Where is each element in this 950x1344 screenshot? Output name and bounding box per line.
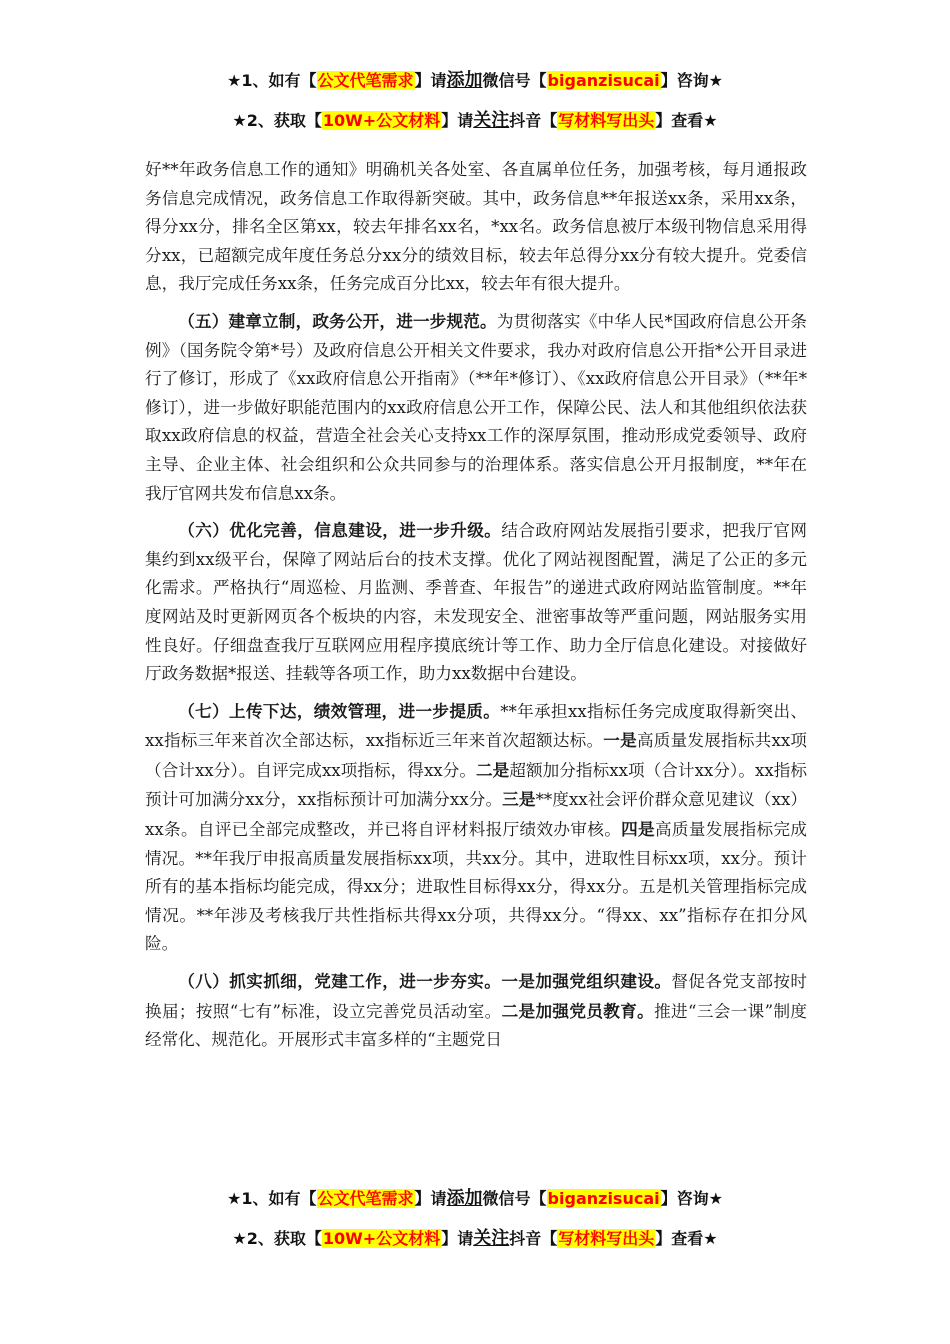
banner-text: 抖音【 — [509, 1229, 558, 1248]
underlined-text: 添加 — [446, 70, 483, 91]
section-body: 推进“三会一课”制度经常化、规范化。开展形式丰富多样的“主题党日 — [145, 1001, 807, 1050]
list-marker: 三是 — [502, 789, 536, 810]
banner-text: 抖音【 — [509, 111, 558, 130]
banner-text: 】请 — [414, 1189, 447, 1208]
list-marker: 一是 — [603, 730, 637, 751]
document-body — [145, 156, 807, 1063]
list-marker: 二是 — [476, 759, 510, 780]
douyin-account: 写材料写出头 — [558, 111, 655, 130]
section-body: **年承担xx指标任务完成度取得新突出、xx指标三年来首次全部达标，xx指标近三年来首次超额达标。 — [145, 701, 808, 751]
highlight-text: 公文代笔需求 — [317, 71, 414, 90]
banner-text: ★1、如有【 — [227, 1189, 317, 1208]
section-heading: （八）抓实抓细，党建工作，进一步夯实。 — [178, 971, 502, 992]
header-banner-1 — [0, 68, 950, 94]
banner-text: 】查看★ — [655, 1229, 718, 1248]
banner-text: ★2、获取【 — [232, 111, 322, 130]
douyin-account: 写材料写出头 — [558, 1229, 655, 1248]
header-banner-2 — [0, 108, 950, 134]
underlined-text: 关注 — [473, 110, 510, 131]
list-marker: 一是加强党组织建设。 — [501, 971, 672, 992]
banner-text: ★1、如有【 — [227, 71, 317, 90]
paragraph-continuation: 好**年政务信息工作的通知》明确机关各处室、各直属单位任务，加强考核，每月通报政务信息完成情况，政务信息工作取得新突破。其中，政务信息**年报送xx条，采用xx条，得分xx分，排名全区第xx，较去年排名xx名，*xx名。政务信息被厅本级刊物信息采用得分xx，已超额完成年度任务总分xx分的绩效目标，较去年总得分xx分有较大提升。党委信息，我厅完成任务xx条，任务完成百分比xx，较去年有很大提升。 — [145, 160, 807, 294]
section-body: 高质量发展指标共xx项（合计xx分）。自评完成xx项指标，得xx分。 — [145, 731, 808, 780]
banner-text: 】咨询★ — [660, 1189, 723, 1208]
section-body: 为贯彻落实《中华人民*国政府信息公开条例》（国务院令第*号）及政府信息公开相关文件要求，我办对政府信息公开指*公开目录进行了修订，形成了《xx政府信息公开指南》（**年*修订）、《xx政府信息公开目录》（**年*修订），进一步做好职能范围内的xx政府信息公开工作，保障公民、法人和其他组织依法获取xx政府信息的权益，营造全社会关心支持xx工作的深厚氛围，推动形成党委领导、政府主导、企业主体、社会组织和公众共同参与的治理体系。落实信息公开月报制度，**年在我厅官网共发布信息xx条。 — [145, 311, 808, 503]
paragraph-section-8 — [145, 967, 807, 1055]
banner-text: 】咨询★ — [660, 71, 723, 90]
paragraph-section-6 — [145, 516, 807, 689]
paragraph-section-5 — [145, 307, 807, 508]
section-heading: （六）优化完善，信息建设，进一步升级。 — [178, 520, 502, 541]
section-body: 督促各党支部按时换届；按照“七有”标准，设立完善党员活动室。 — [145, 972, 808, 1021]
footer-banner-1 — [0, 1186, 950, 1212]
section-body: 高质量发展指标完成情况。**年我厅申报高质量发展指标xx项，共xx分。其中，进取性目标xx项，xx分。预计所有的基本指标均能完成，得xx分；进取性目标得xx分，得xx分。五是机关管理指标完成情况。**年涉及考核我厅共性指标共得xx分项，共得xx分。“得xx、xx”指标存在扣分风险。 — [145, 820, 808, 954]
banner-text: 微信号【 — [482, 1189, 547, 1208]
section-heading: （七）上传下达，绩效管理，进一步提质。 — [178, 700, 501, 721]
banner-text: ★2、获取【 — [232, 1229, 322, 1248]
banner-text: 微信号【 — [482, 71, 547, 90]
wechat-id: biganzisucai — [547, 71, 660, 90]
banner-text: 】请 — [441, 111, 474, 130]
section-body: 超额加分指标xx项（合计xx分）。xx指标预计可加满分xx分，xx指标预计可加满分xx分。 — [145, 760, 807, 810]
banner-text: 】请 — [414, 71, 447, 90]
underlined-text: 添加 — [446, 1188, 483, 1209]
highlight-text: 10W+公文材料 — [322, 1229, 441, 1248]
footer-banner-2 — [0, 1226, 950, 1252]
list-marker: 二是加强党员教育。 — [501, 1000, 655, 1021]
paragraph-section-7 — [145, 697, 807, 959]
highlight-text: 10W+公文材料 — [322, 111, 441, 130]
section-body: 结合政府网站发展指引要求，把我厅官网集约到xx级平台，保障了网站后台的技术支撑。优化了网站视图配置，满足了公正的多元化需求。严格执行“周巡检、月监测、季普查、年报告”的递进式政府网站监管制度。**年度网站及时更新网页各个板块的内容，未发现安全、泄密事故等严重问题，网站服务实用性良好。仔细盘查我厅互联网应用程序摸底统计等工作、助力全厅信息化建设。对接做好厅政务数据*报送、挂载等各项工作，助力xx数据中台建设。 — [145, 521, 808, 684]
list-marker: 四是 — [621, 819, 655, 840]
section-body: **度xx社会评价群众意见建议（xx）xx条。自评已全部完成整改，并已将自评材料报厅绩效办审核。 — [145, 790, 808, 840]
wechat-id: biganzisucai — [547, 1189, 660, 1208]
banner-text: 】查看★ — [655, 111, 718, 130]
banner-text: 】请 — [441, 1229, 474, 1248]
highlight-text: 公文代笔需求 — [317, 1189, 414, 1208]
section-heading: （五）建章立制，政务公开，进一步规范。 — [178, 310, 497, 331]
underlined-text: 关注 — [473, 1228, 510, 1249]
